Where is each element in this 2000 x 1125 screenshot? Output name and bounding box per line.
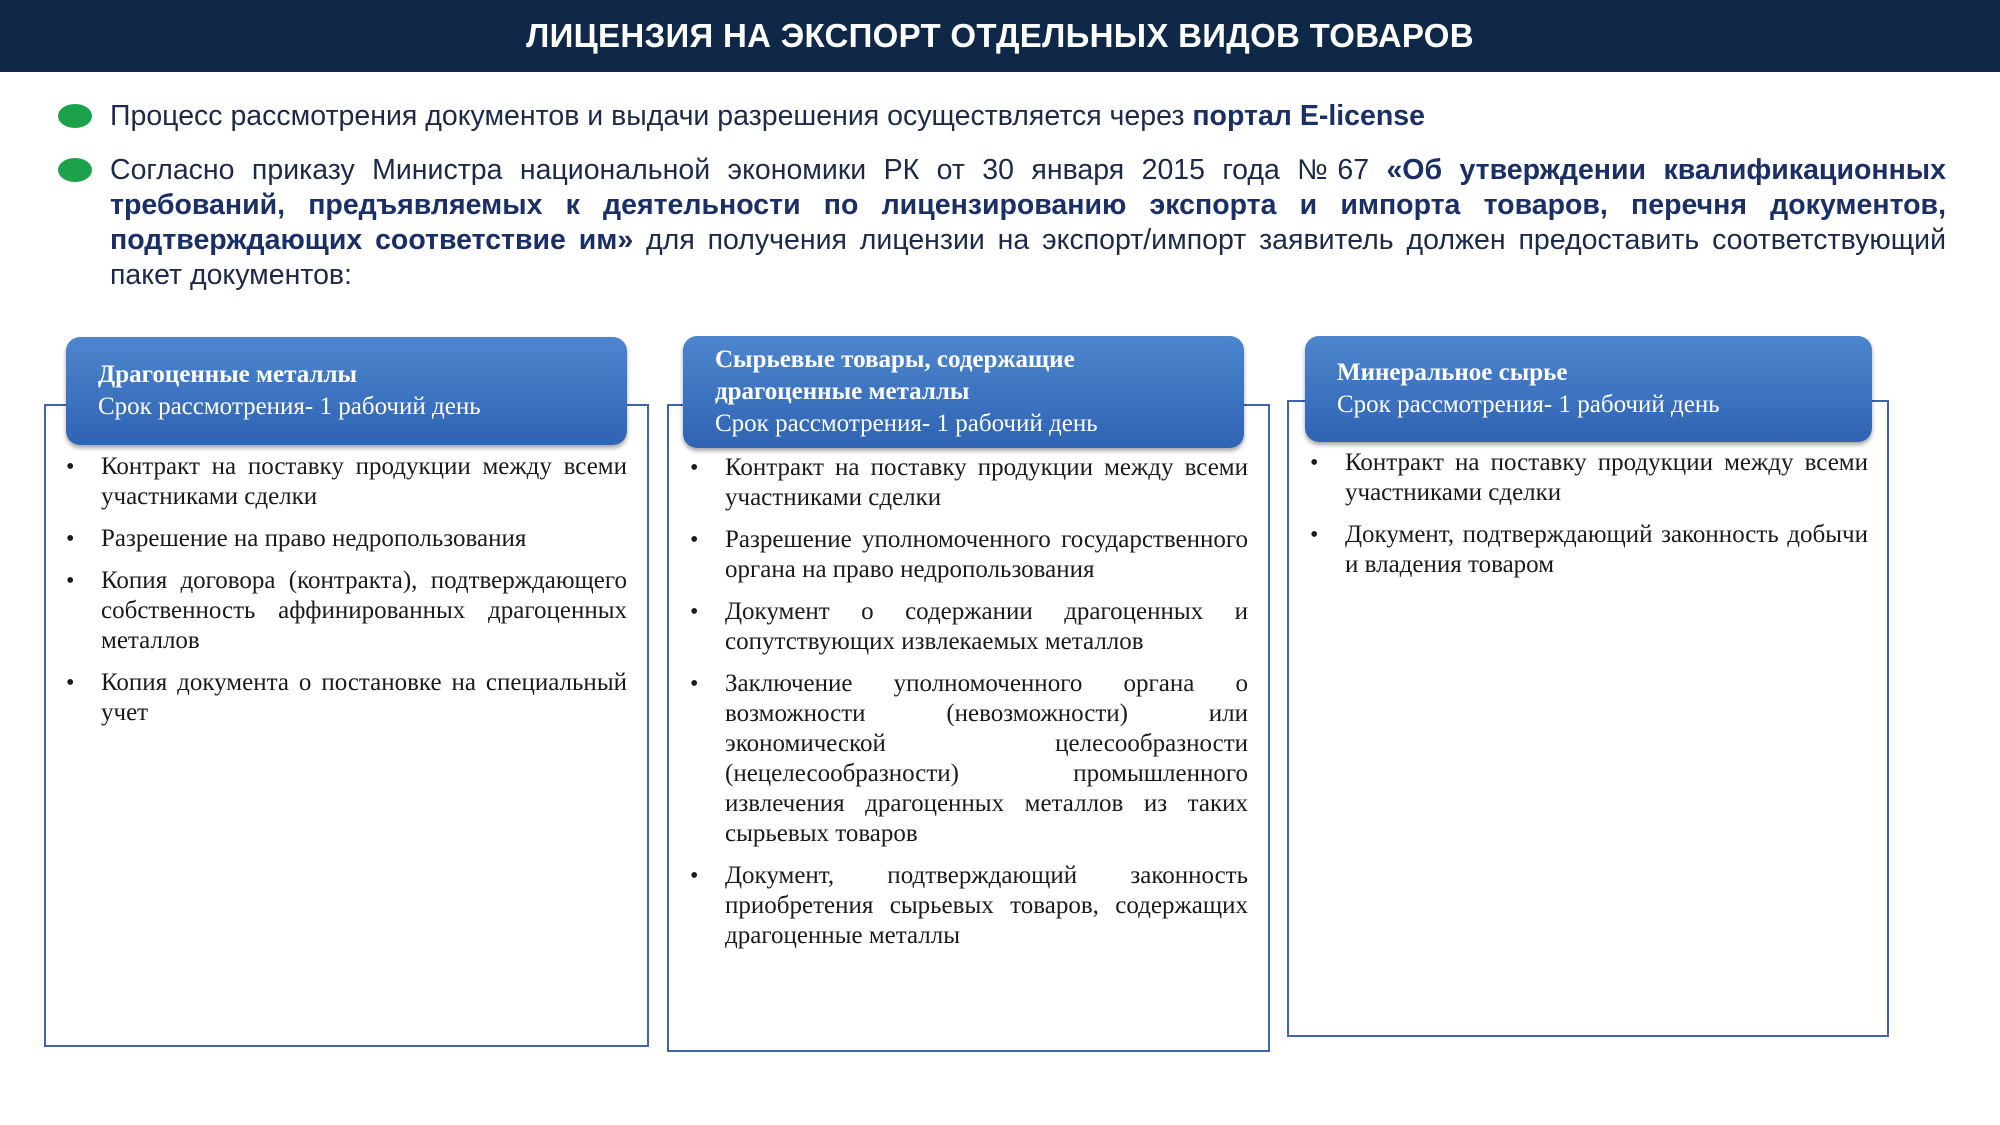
bullet-icon: • xyxy=(690,455,699,481)
bullet-icon: • xyxy=(1310,522,1319,548)
list-item: • Копия договора (контракта), подтверждающего собственность аффинированных драгоценных металлов xyxy=(66,567,627,654)
list-item: • Копия документа о постановке на специальный учет xyxy=(66,669,627,726)
bullet-icon: • xyxy=(1310,450,1319,476)
card-header-raw-materials xyxy=(683,336,1244,448)
card-review-term: Срок рассмотрения- 1 рабочий день xyxy=(98,393,481,420)
card-review-term: Срок рассмотрения- 1 рабочий день xyxy=(715,410,1098,437)
list-item: • Документ, подтверждающий законность приобретения сырьевых товаров, содержащих драгоценные металлы xyxy=(690,862,1248,949)
bullet-icon: • xyxy=(66,454,75,480)
list-item: • Документ о содержании драгоценных и сопутствующих извлекаемых металлов xyxy=(690,598,1248,655)
bullet-icon: • xyxy=(690,599,699,625)
bullet-icon: • xyxy=(66,568,75,594)
card-title: Минеральное сырье xyxy=(1337,359,1568,386)
green-bullet-icon xyxy=(58,104,92,128)
page-title: ЛИЦЕНЗИЯ НА ЭКСПОРТ ОТДЕЛЬНЫХ ВИДОВ ТОВАРОВ xyxy=(526,17,1474,54)
card-document-list xyxy=(690,453,1248,963)
list-item: • Разрешение на право недропользования xyxy=(66,525,527,552)
list-item: • Заключение уполномоченного органа о возможности (невозможности) или экономической целесообразности (нецелесообразности) промышленного извлечения драгоценных металлов из таких сырьевых товаров xyxy=(690,670,1248,847)
intro-text: Процесс рассмотрения документов и выдачи разрешения осуществляется через xyxy=(110,100,1193,132)
card-header-precious-metals xyxy=(66,337,627,445)
list-item: • Контракт на поставку продукции между всеми участниками сделки xyxy=(1310,449,1868,506)
intro-text: Согласно приказу Министра национальной экономики РК от 30 января 2015 года №67 xyxy=(110,154,1387,186)
card-review-term: Срок рассмотрения- 1 рабочий день xyxy=(1337,391,1720,418)
list-item: • Контракт на поставку продукции между всеми участниками сделки xyxy=(690,454,1248,511)
card-document-list xyxy=(1310,448,1868,592)
card-title: Сырьевые товары, содержащие драгоценные металлы xyxy=(715,346,1075,405)
green-bullet-icon xyxy=(58,158,92,182)
bullet-icon: • xyxy=(66,526,75,552)
bullet-icon: • xyxy=(690,671,699,697)
intro-text-after: для получения лицензии на экспорт/импорт заявитель должен предоставить соответствующий пакет документов: xyxy=(110,224,1946,291)
title-bar xyxy=(0,0,2000,72)
order-title: «Об утверждении квалификационных требований, предъявляемых к деятельности по лицензированию экспорта и импорта товаров, перечня документов, подтверждающих соответствие им» xyxy=(110,154,1946,256)
list-item: • Документ, подтверждающий законность добычи и владения товаром xyxy=(1310,521,1868,578)
bullet-icon: • xyxy=(690,863,699,889)
intro-item-2 xyxy=(110,153,1946,293)
bullet-icon: • xyxy=(66,670,75,696)
list-item: • Контракт на поставку продукции между всеми участниками сделки xyxy=(66,453,627,510)
card-header-mineral-raw xyxy=(1305,336,1872,442)
card-document-list xyxy=(66,452,627,740)
intro-item-1 xyxy=(110,99,1946,134)
list-item: • Разрешение уполномоченного государственного органа на право недропользования xyxy=(690,526,1248,583)
card-title: Драгоценные металлы xyxy=(98,361,358,388)
bullet-icon: • xyxy=(690,527,699,553)
portal-name: портал E-license xyxy=(1192,100,1425,132)
